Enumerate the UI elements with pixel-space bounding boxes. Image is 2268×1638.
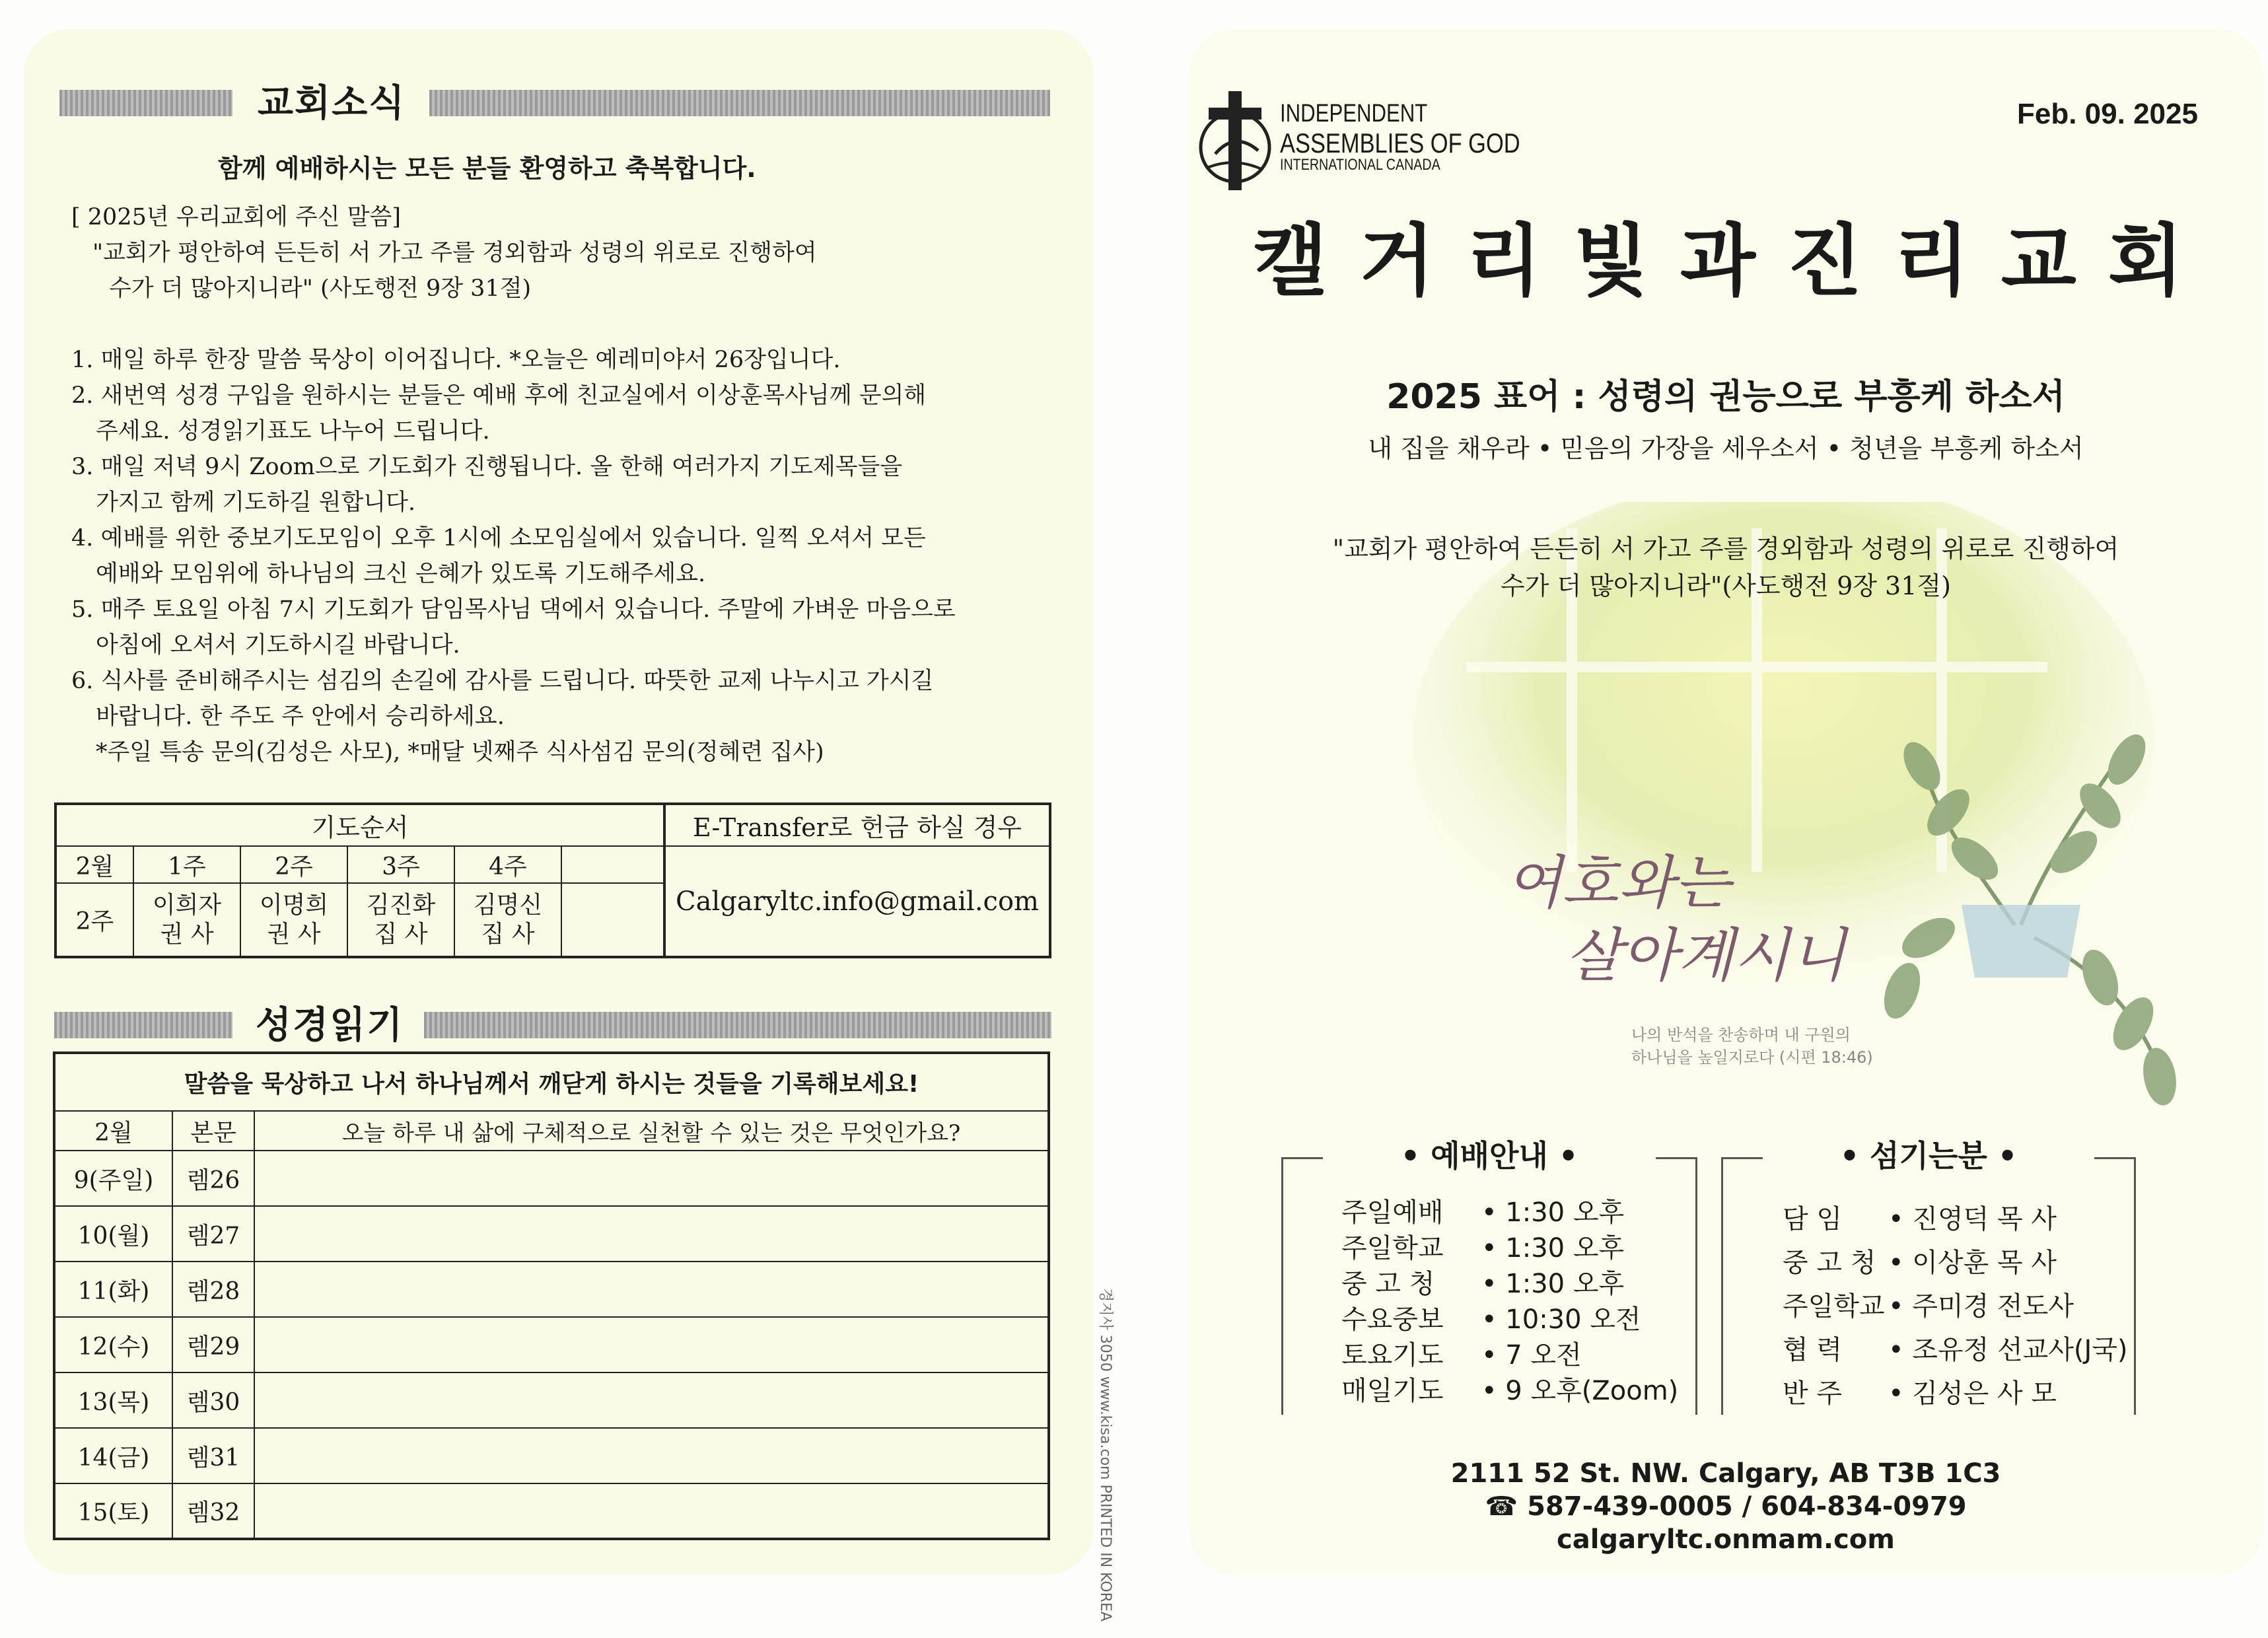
- header-bar-right: [424, 1012, 1051, 1038]
- news-item-line: 3. 매일 저녁 9시 Zoom으로 기도회가 진행됩니다. 올 한해 여러가지 기도제목들을: [71, 454, 903, 480]
- verse-line-2-right: 수가 더 많아지니라"(사도행전 9장 31절): [1501, 571, 1951, 600]
- reading-passage: 렘30: [172, 1372, 254, 1428]
- bible-reading-table: [53, 1051, 1050, 1540]
- week-1: 1주: [133, 846, 240, 883]
- news-item-line: 바랍니다. 한 주도 주 안에서 승리하세요.: [96, 703, 505, 730]
- church-logo-icon: [1195, 91, 1281, 190]
- reading-passage: 렘26: [172, 1151, 254, 1206]
- servers-box: [1721, 1138, 2136, 1415]
- news-section-header: [59, 74, 1050, 125]
- reading-passage: 렘32: [172, 1483, 254, 1539]
- prayer-person-4: [454, 883, 561, 957]
- person-role: 집 사: [374, 920, 428, 948]
- reading-row: [54, 1372, 1049, 1428]
- person-role: 집 사: [481, 920, 535, 948]
- potted-plant-illustration: [1849, 727, 2193, 1136]
- news-item-line: 주세요. 성경읽기표도 나누어 드립니다.: [96, 418, 490, 445]
- prayer-title: 기도순서: [55, 804, 664, 846]
- reading-row: [54, 1317, 1049, 1372]
- church-name: 캘거리빛과진리교회: [1252, 215, 2215, 306]
- motto: 2025 표어 : 성령의 권능으로 부흥케 하소서: [1386, 377, 2065, 417]
- worship-name: 중 고 청: [1341, 1269, 1435, 1299]
- logo-line-2: ASSEMBLIES OF GOD: [1280, 127, 1520, 159]
- news-item-line: 4. 예배를 위한 중보기도모임이 오후 1시에 소모임실에서 있습니다. 일찍 오셔서 모든: [71, 525, 926, 552]
- reading-notes-cell[interactable]: [254, 1372, 1049, 1428]
- reading-date: 11(화): [54, 1262, 172, 1317]
- church-address: 2111 52 St. NW. Calgary, AB T3B 1C3: [1450, 1458, 2001, 1489]
- reading-date: 13(목): [54, 1372, 172, 1428]
- etransfer-title: E-Transfer로 헌금 하실 경우: [664, 804, 1050, 846]
- reading-notes-cell[interactable]: [254, 1317, 1049, 1372]
- printer-imprint: 경지사 3050 www.kisa.com PRINTED IN KOREA: [1097, 1288, 1114, 1621]
- reading-notes-cell[interactable]: [254, 1151, 1049, 1206]
- news-item-line: *주일 특송 문의(김성은 사모), *매달 넷째주 식사섬김 문의(정혜련 집사): [96, 739, 824, 766]
- calligraphy-sub-2: 하나님을 높일지로다 (시편 18:46): [1631, 1048, 1873, 1067]
- prayer-person-2: [240, 883, 347, 957]
- reading-row: [54, 1151, 1049, 1206]
- logo-line-3: INTERNATIONAL CANADA: [1280, 156, 1440, 174]
- prayer-row-label: 2주: [55, 883, 133, 957]
- verse-line-1: "교회가 평안하여 든든히 서 가고 주를 경외함과 성령의 위로로 진행하여: [92, 240, 817, 266]
- week-3: 3주: [347, 846, 454, 883]
- verse-line-2: 수가 더 많아지니라" (사도행전 9장 31절): [109, 275, 532, 302]
- worship-time: • 1:30 오후: [1481, 1233, 1625, 1264]
- news-item-line: 1. 매일 하루 한장 말씀 묵상이 이어집니다. *오늘은 예레미야서 26장입니다.: [71, 347, 841, 373]
- reading-passage: 렘27: [172, 1206, 254, 1262]
- person-name: 김진화: [366, 891, 436, 919]
- server-name: • 김성은 사 모: [1888, 1378, 2057, 1409]
- person-name: 이명희: [259, 891, 329, 919]
- prayer-person-1: [133, 883, 240, 957]
- news-item-line: 5. 매주 토요일 아침 7시 기도회가 담임목사님 댁에서 있습니다. 주말에 가벼운 마음으로: [71, 596, 956, 623]
- reading-row: [54, 1483, 1049, 1539]
- worship-time: • 1:30 오후: [1481, 1197, 1625, 1228]
- person-role: 권 사: [160, 920, 214, 948]
- verse-line-1-right: "교회가 평안하여 든든히 서 가고 주를 경외함과 성령의 위로로 진행하여: [1332, 534, 2119, 563]
- worship-name: 주일학교: [1341, 1233, 1444, 1264]
- reading-section-header: [54, 996, 1051, 1047]
- worship-time: • 10:30 오전: [1481, 1304, 1641, 1335]
- server-name: • 조유정 선교사(J국): [1888, 1335, 2128, 1365]
- server-role: 주일학교: [1783, 1291, 1885, 1322]
- news-item-line: 가지고 함께 기도하길 원합니다.: [96, 489, 416, 516]
- prayer-month: 2월: [55, 846, 133, 883]
- servers-title: • 섬기는분 •: [1839, 1138, 2018, 1174]
- header-bar-right: [429, 90, 1050, 116]
- news-item-line: 2. 새번역 성경 구입을 원하시는 분들은 예배 후에 친교실에서 이상훈목사님께 문의해: [71, 382, 927, 409]
- worship-name: 주일예배: [1341, 1197, 1444, 1228]
- reading-row: [54, 1428, 1049, 1483]
- reading-date: 10(월): [54, 1206, 172, 1262]
- header-bar-left: [54, 1012, 232, 1038]
- worship-title: • 예배안내 •: [1400, 1138, 1578, 1174]
- reading-notes-cell[interactable]: [254, 1428, 1049, 1483]
- reading-date: 12(수): [54, 1317, 172, 1372]
- week-4: 4주: [454, 846, 561, 883]
- person-name: 이희자: [152, 891, 222, 919]
- person-role: 권 사: [267, 920, 321, 948]
- reading-notes-cell[interactable]: [254, 1262, 1049, 1317]
- worship-name: 수요중보: [1341, 1304, 1444, 1335]
- prayer-person-3: [347, 883, 454, 957]
- reading-notes-cell[interactable]: [254, 1206, 1049, 1262]
- verse-header: [ 2025년 우리교회에 주신 말씀]: [71, 204, 401, 231]
- calligraphy-line-2: 살아계시니: [1565, 921, 1847, 989]
- phone-icon: ☎: [1485, 1491, 1518, 1522]
- prayer-person-empty: [561, 883, 664, 957]
- reading-row: [54, 1262, 1049, 1317]
- bulletin-date: Feb. 09. 2025: [2017, 98, 2198, 130]
- logo-line-1: INDEPENDENT: [1280, 100, 1428, 127]
- news-item-line: 예배와 모임위에 하나님의 크신 은혜가 있도록 기도해주세요.: [96, 561, 706, 587]
- prayer-order-table: [54, 802, 1051, 958]
- server-role: 반 주: [1783, 1378, 1842, 1409]
- worship-time: • 9 오후(Zoom): [1481, 1376, 1679, 1406]
- worship-info-box: [1281, 1138, 1697, 1415]
- reading-passage: 렘31: [172, 1428, 254, 1483]
- reading-date: 9(주일): [54, 1151, 172, 1206]
- reading-passage: 렘29: [172, 1317, 254, 1372]
- calligraphy-sub-1: 나의 반석을 찬송하며 내 구원의: [1631, 1026, 1851, 1044]
- reading-instruction: 말씀을 묵상하고 나서 하나님께서 깨닫게 하시는 것들을 기록해보세요!: [54, 1053, 1049, 1111]
- welcome-text: 함께 예배하시는 모든 분들 환영하고 축복합니다.: [218, 154, 756, 183]
- reading-notes-cell[interactable]: [254, 1483, 1049, 1539]
- reading-passage: 렘28: [172, 1262, 254, 1317]
- reading-date: 15(토): [54, 1483, 172, 1539]
- server-name: • 진영덕 목 사: [1888, 1204, 2057, 1234]
- church-phone: [1189, 1491, 2263, 1522]
- worship-name: 매일기도: [1341, 1376, 1444, 1406]
- worship-time: • 1:30 오후: [1481, 1269, 1625, 1299]
- header-bar-left: [59, 90, 232, 116]
- person-name: 김명신: [473, 891, 543, 919]
- news-title: 교회소식: [258, 82, 406, 125]
- news-item-line: 6. 식사를 준비해주시는 섬김의 손길에 감사를 드립니다. 따뜻한 교제 나누시고 가시길: [71, 668, 934, 694]
- server-name: • 주미경 전도사: [1888, 1291, 2074, 1322]
- server-name: • 이상훈 목 사: [1888, 1248, 2057, 1278]
- week-2: 2주: [240, 846, 347, 883]
- worship-name: 토요기도: [1341, 1340, 1444, 1371]
- reading-row: [54, 1206, 1049, 1262]
- server-role: 중 고 청: [1783, 1248, 1876, 1278]
- calligraphy-line-1: 여호와는: [1506, 849, 1731, 917]
- news-item-line: 아침에 오셔서 기도하시길 바랍니다.: [96, 632, 460, 659]
- etransfer-email: Calgaryltc.info@gmail.com: [664, 846, 1050, 957]
- worship-time: • 7 오전: [1481, 1340, 1582, 1371]
- col-month: 2월: [54, 1111, 172, 1151]
- col-text: 본문: [172, 1111, 254, 1151]
- church-website[interactable]: calgaryltc.onmam.com: [1557, 1524, 1895, 1555]
- motto-sub: 내 집을 채우라 • 믿음의 가장을 세우소서 • 청년을 부흥케 하소서: [1368, 434, 2084, 463]
- server-role: 담 임: [1783, 1204, 1842, 1234]
- col-question: 오늘 하루 내 삶에 구체적으로 실천할 수 있는 것은 무엇인가요?: [254, 1111, 1049, 1151]
- reading-date: 14(금): [54, 1428, 172, 1483]
- reading-title: 성경읽기: [256, 1004, 404, 1047]
- week-empty: [561, 846, 664, 883]
- server-role: 협 력: [1783, 1335, 1842, 1365]
- phone-numbers: 587-439-0005 / 604-834-0979: [1527, 1491, 1967, 1522]
